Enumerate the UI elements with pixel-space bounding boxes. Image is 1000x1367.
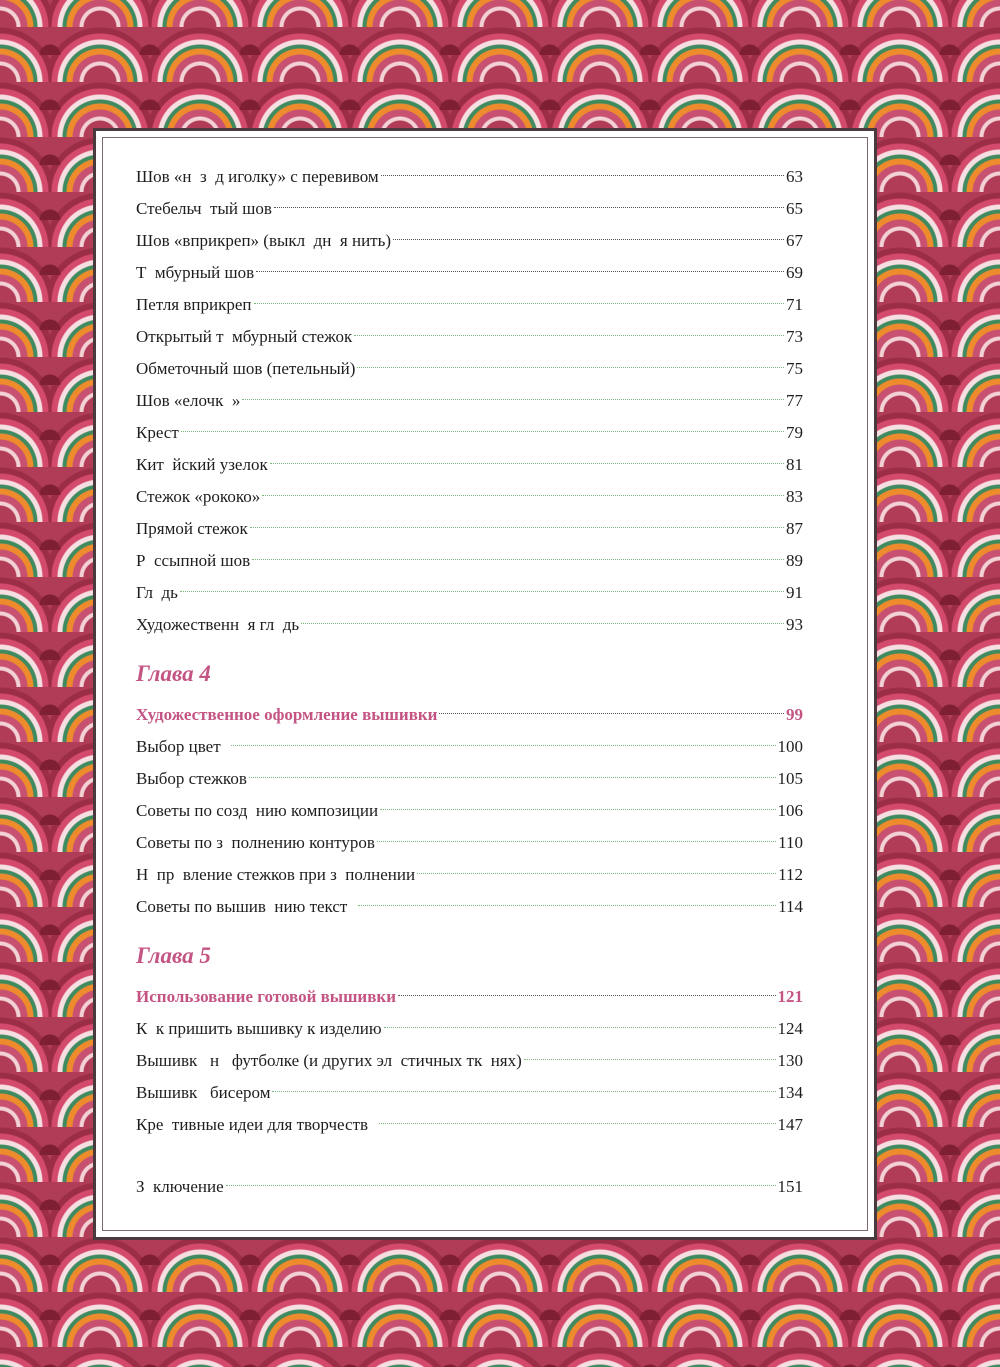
dot-leader [384,1027,776,1028]
toc-entry-title: Советы по созд нию композиции [136,801,379,820]
toc-entry[interactable] [136,385,803,417]
chapter-4-label: Глава 4 [136,661,211,686]
toc-entry-page: 87 [786,519,803,538]
toc-entry[interactable] [136,193,803,225]
toc-entry[interactable] [136,225,803,257]
toc-entry[interactable] [136,449,803,481]
toc-entry-page: 130 [777,1051,803,1070]
toc-entry[interactable] [136,353,803,385]
dot-leader [272,1091,775,1092]
toc-entry-title: Шов «вприкреп» (выкл дн я нить) [136,231,392,250]
toc-entry-title: Советы по вышив нию текст [136,897,356,916]
dot-leader [301,623,784,624]
toc-entry-title: Вышивк бисером [136,1083,271,1102]
table-of-contents [136,161,803,1203]
toc-entry[interactable] [136,795,803,827]
toc-entry-title: Кит йский узелок [136,455,268,474]
toc-entry[interactable] [136,763,803,795]
dot-leader [358,905,776,906]
dot-leader [262,495,784,496]
dot-leader [398,995,776,996]
toc-entry-title: Художественное оформление вышивки [136,705,438,724]
toc-entry-title: Крест [136,423,179,442]
dot-leader [524,1059,776,1060]
toc-entry-title: Обметочный шов (петельный) [136,359,356,378]
dot-leader [256,271,784,272]
dot-leader [252,559,784,560]
toc-entry-title: Выбор стежков [136,769,247,788]
section-stitches [136,161,803,641]
toc-entry-page: 99 [786,705,803,724]
toc-entry[interactable] [136,731,803,763]
toc-entry-page: 69 [786,263,803,282]
dot-leader [254,303,784,304]
toc-entry[interactable] [136,577,803,609]
toc-entry-page: 91 [786,583,803,602]
toc-entry[interactable] [136,1109,803,1141]
dot-leader [250,527,784,528]
toc-entry[interactable] [136,1171,803,1203]
toc-entry-title: Стежок «рококо» [136,487,261,506]
toc-entry[interactable] [136,1045,803,1077]
toc-entry-page: 79 [786,423,803,442]
toc-entry-title: Использование готовой вышивки [136,987,396,1006]
toc-entry-page: 105 [777,769,803,788]
dot-leader [181,431,784,432]
toc-entry-title: Петля вприкреп [136,295,252,314]
dot-leader [393,239,784,240]
dot-leader [377,841,776,842]
dot-leader [180,591,784,592]
dot-leader [231,745,775,746]
toc-entry-page: 147 [777,1115,803,1134]
toc-entry-title: Гл дь [136,583,178,602]
dot-leader [357,367,784,368]
toc-entry[interactable] [136,321,803,353]
toc-entry-page: 63 [786,167,803,186]
toc-entry-title: К к пришить вышивку к изделию [136,1019,382,1038]
toc-entry-page: 73 [786,327,803,346]
dot-leader [379,1123,776,1124]
toc-entry-title: Выбор цвет [136,737,230,756]
toc-entry[interactable] [136,161,803,193]
toc-entry-title: Открытый т мбурный стежок [136,327,353,346]
toc-entry-title: Кре тивные идеи для творчеств [136,1115,377,1134]
toc-entry-page: 106 [777,801,803,820]
toc-entry-page: 81 [786,455,803,474]
toc-entry-title: Советы по з полнению контуров [136,833,375,852]
toc-entry[interactable] [136,891,803,923]
toc-entry-page: 77 [786,391,803,410]
dot-leader [381,175,784,176]
toc-entry-title: Н пр вление стежков при з полнении [136,865,416,884]
dot-leader [354,335,784,336]
page-card [93,128,877,1240]
toc-entry-title: Художественн я гл дь [136,615,300,634]
toc-entry-title: Шов «елочк » [136,391,241,410]
dot-leader [417,873,776,874]
toc-entry-page: 75 [786,359,803,378]
toc-entry-page: 134 [777,1083,803,1102]
dot-leader [226,1185,776,1186]
toc-entry-title: Т мбурный шов [136,263,255,282]
dot-leader [439,713,784,714]
toc-entry-page: 67 [786,231,803,250]
chapter-5-label: Глава 5 [136,943,211,968]
toc-entry-page: 121 [777,987,803,1006]
toc-entry[interactable] [136,513,803,545]
toc-entry-page: 110 [778,833,803,852]
dot-leader [380,809,775,810]
toc-entry-page: 100 [777,737,803,756]
toc-entry[interactable] [136,827,803,859]
dot-leader [274,207,784,208]
conclusion-section [136,1171,803,1203]
chapter-5-entries [136,981,803,1141]
toc-entry[interactable] [136,981,803,1013]
dot-leader [270,463,784,464]
toc-entry-title: Шов «н з д иголку» с перевивом [136,167,379,186]
toc-entry-title: Стебельч тый шов [136,199,272,218]
toc-entry-title: Вышивк н футболке (и других эл стичных тк нях) [136,1051,522,1070]
toc-entry[interactable] [136,609,803,641]
toc-entry-page: 71 [786,295,803,314]
dot-leader [249,777,776,778]
toc-entry[interactable] [136,545,803,577]
chapter-4-entries [136,699,803,923]
toc-entry-page: 93 [786,615,803,634]
toc-entry[interactable] [136,289,803,321]
toc-entry-page: 83 [786,487,803,506]
dot-leader [242,399,784,400]
toc-entry[interactable] [136,481,803,513]
toc-entry[interactable] [136,417,803,449]
toc-entry[interactable] [136,1077,803,1109]
toc-entry[interactable] [136,699,803,731]
toc-entry-page: 65 [786,199,803,218]
toc-entry-title: Р ссыпной шов [136,551,251,570]
toc-entry-page: 124 [777,1019,803,1038]
toc-entry-title: Прямой стежок [136,519,248,538]
toc-entry-page: 112 [778,865,803,884]
toc-entry[interactable] [136,1013,803,1045]
toc-entry-page: 89 [786,551,803,570]
toc-entry[interactable] [136,257,803,289]
toc-entry-page: 114 [778,897,803,916]
toc-entry[interactable] [136,859,803,891]
toc-entry-page: 151 [777,1177,803,1196]
toc-entry-title: З ключение [136,1177,224,1196]
